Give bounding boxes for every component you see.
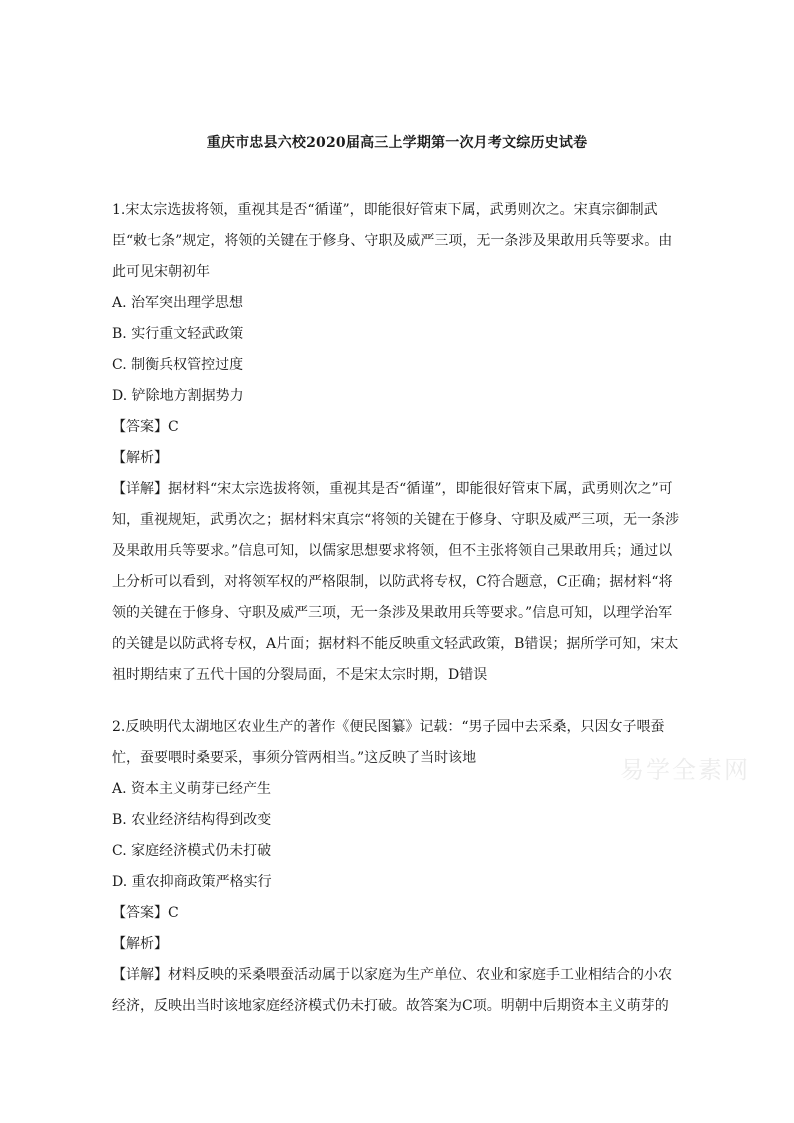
question-2-answer: 【答案】C bbox=[112, 905, 179, 921]
document-title: 重庆市忠县六校2020届高三上学期第一次月考文综历史试卷 bbox=[206, 135, 588, 151]
question-1-option-b: B. 实行重文轻武政策 bbox=[112, 326, 244, 342]
question-1-stem: 1.宋太宗选拔将领，重视其是否“循谨”，即能很好管束下属，武勇则次之。宋真宗御制武臣“敕七条”规定，将领的关键在于修身、守职及威严三项，无一条涉及果敢用兵等要求。由此可见宋朝初年 bbox=[112, 202, 673, 280]
question-2-option-b: B. 农业经济结构得到改变 bbox=[112, 812, 272, 828]
question-1-option-c: C. 制衡兵权管控过度 bbox=[112, 357, 244, 373]
question-2 bbox=[112, 712, 684, 1022]
question-1 bbox=[112, 195, 684, 691]
watermark: 易学全素网 bbox=[620, 756, 750, 784]
question-2-stem: 2.反映明代太湖地区农业生产的著作《便民图纂》记载：“男子园中去采桑，只因女子喂蚕忙，蚕要喂时桑要采，事须分管两相当。”这反映了当时该地 bbox=[112, 719, 665, 766]
question-1-detail: 【详解】据材料“宋太宗选拔将领，重视其是否“循谨”，即能很好管束下属，武勇则次之”可知，重视规矩，武勇次之；据材料宋真宗“将领的关键在于修身、守职及威严三项，无一条涉及果敢用兵等要求。”信息可知，以儒家思想要求将领，但不主张将领自己果敢用兵；通过以上分析可以看到，对将领军权的严格限制，以防武将专权，C符合题意，C正确；据材料“将领的关键在于修身、守职及威严三项，无一条涉及果敢用兵等要求。”信息可知，以理学治军的关键是以防武将专权，A片面；据材料不能反映重文轻武政策，B错误；据所学可知，宋太祖时期结束了五代十国的分裂局面，不是宋太宗时期，D错误 bbox=[112, 481, 680, 683]
question-2-option-c: C. 家庭经济模式仍未打破 bbox=[112, 843, 272, 859]
question-list bbox=[112, 195, 684, 1022]
question-1-option-a: A. 治军突出理学思想 bbox=[112, 295, 244, 311]
question-2-analysis-label: 【解析】 bbox=[112, 936, 168, 952]
question-1-option-d: D. 铲除地方割据势力 bbox=[112, 388, 244, 404]
question-1-analysis-label: 【解析】 bbox=[112, 450, 168, 466]
question-2-option-a: A. 资本主义萌芽已经产生 bbox=[112, 781, 272, 797]
question-separator bbox=[112, 691, 684, 712]
question-1-answer: 【答案】C bbox=[112, 419, 179, 435]
question-2-detail: 【详解】材料反映的采桑喂蚕活动属于以家庭为生产单位、农业和家庭手工业相结合的小农经济，反映出当时该地家庭经济模式仍未打破。故答案为C项。明朝中后期资本主义萌芽的 bbox=[112, 967, 672, 1014]
question-2-option-d: D. 重农抑商政策严格实行 bbox=[112, 874, 272, 890]
